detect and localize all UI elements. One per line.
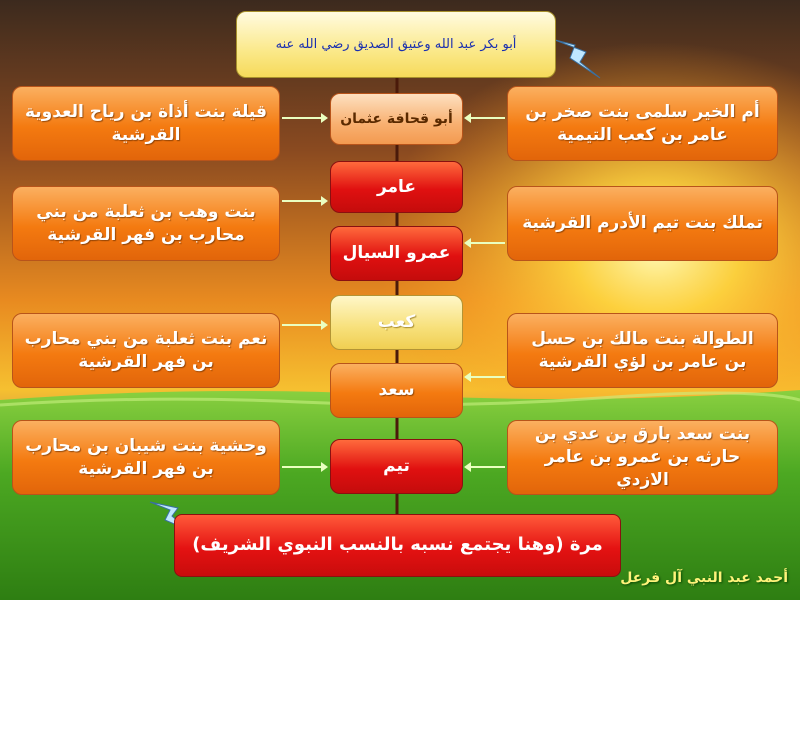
mother-box-bint-wahb: بنت وهب بن ثعلبة من بني محارب بن فهر القرشية bbox=[12, 186, 280, 261]
mother-box-tamlik: تملك بنت تيم الأدرم القرشية bbox=[507, 186, 778, 261]
lineage-box-abu-quhafa: أبو قحافة عثمان bbox=[330, 93, 463, 145]
connector-arrow bbox=[470, 117, 505, 119]
lineage-box-saad: سعد bbox=[330, 363, 463, 418]
mother-box-umm-al-khayr: أم الخير سلمى بنت صخر بن عامر بن كعب التيمية bbox=[507, 86, 778, 161]
mother-box-nuam: نعم بنت ثعلبة من بني محارب بن فهر القرشية bbox=[12, 313, 280, 388]
connector-arrow bbox=[470, 376, 505, 378]
abu-bakr-box: أبو بكر عبد الله وعتيق الصديق رضي الله عنه bbox=[236, 11, 556, 78]
connector-arrow bbox=[282, 200, 322, 202]
mother-box-bint-saad: بنت سعد بارق بن عدي بن حارثه بن عمرو بن عامر الازدي bbox=[507, 420, 778, 495]
lineage-box-amir: عامر bbox=[330, 161, 463, 213]
lineage-box-kaab: كعب bbox=[330, 295, 463, 350]
mother-box-qayla: قيلة بنت أذاة بن رياح العدوية القرشية bbox=[12, 86, 280, 161]
connector-arrow bbox=[470, 466, 505, 468]
mother-box-wahshiya: وحشية بنت شيبان بن محارب بن فهر القرشية bbox=[12, 420, 280, 495]
lineage-box-taym: تيم bbox=[330, 439, 463, 494]
connector-arrow bbox=[470, 242, 505, 244]
murra-box: مرة (وهنا يجتمع نسبه بالنسب النبوي الشريف) bbox=[174, 514, 621, 577]
connector-arrow bbox=[282, 466, 322, 468]
lineage-box-amr: عمرو السيال bbox=[330, 226, 463, 281]
connector-arrow bbox=[282, 117, 322, 119]
mother-box-al-tawala: الطوالة بنت مالك بن حسل بن عامر بن لؤي القرشية bbox=[507, 313, 778, 388]
connector-arrow bbox=[282, 324, 322, 326]
author-signature: أحمد عبد النبي آل فرعل bbox=[620, 570, 788, 586]
